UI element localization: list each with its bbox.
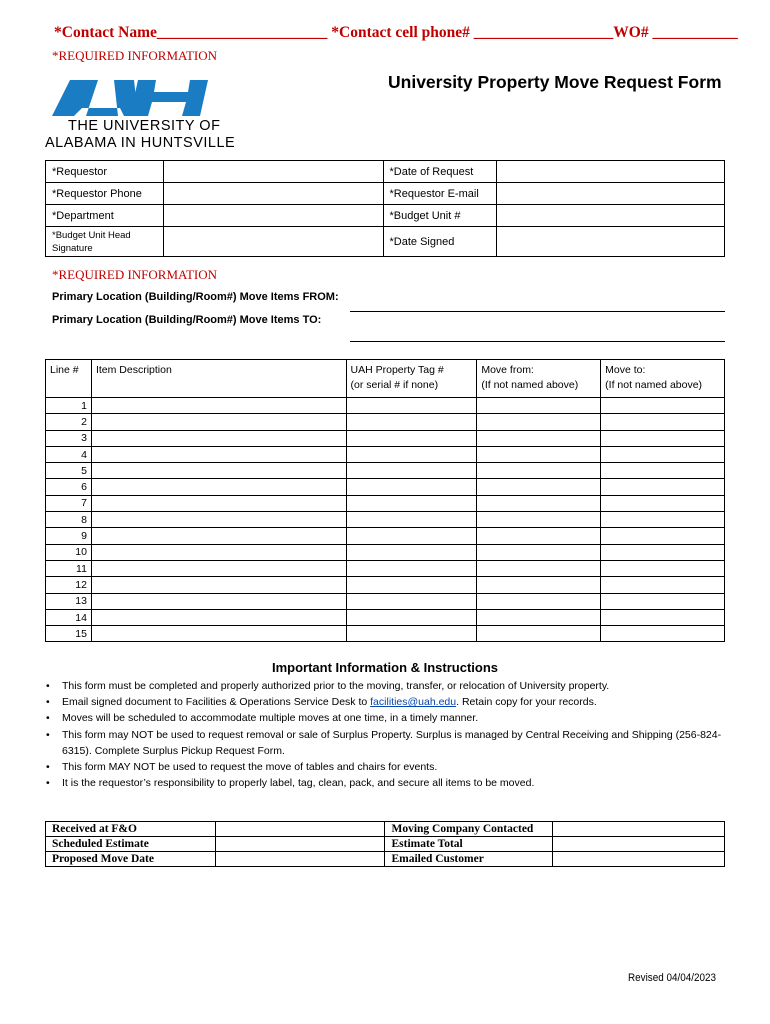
item-row [46, 479, 725, 495]
property-tag-cell[interactable] [346, 414, 477, 430]
proposed-move-date-field[interactable] [215, 852, 385, 867]
date-signed-label: *Date Signed [383, 227, 497, 257]
move-from-cell[interactable] [477, 544, 601, 560]
item-row [46, 512, 725, 528]
budget-unit-field[interactable] [497, 205, 725, 227]
logo-text-line2: ALABAMA IN HUNTSVILLE [45, 135, 236, 151]
move-to-cell[interactable] [601, 609, 725, 625]
line-number: 7 [46, 495, 92, 511]
move-to-cell[interactable] [601, 479, 725, 495]
line-number: 6 [46, 479, 92, 495]
move-to-cell[interactable] [601, 430, 725, 446]
move-from-cell[interactable] [477, 446, 601, 462]
item-row [46, 430, 725, 446]
move-from-cell[interactable] [477, 609, 601, 625]
requestor-phone-label: *Requestor Phone [46, 183, 164, 205]
line-number: 15 [46, 626, 92, 642]
col-from-header: Move from: (If not named above) [477, 360, 601, 398]
scheduled-estimate-label: Scheduled Estimate [46, 837, 216, 852]
required-info-label: *REQUIRED INFORMATION [52, 48, 218, 63]
move-to-cell[interactable] [601, 528, 725, 544]
received-label: Received at F&O [46, 822, 216, 837]
property-tag-cell[interactable] [346, 609, 477, 625]
date-of-request-label: *Date of Request [383, 161, 497, 183]
item-description-cell[interactable] [91, 609, 346, 625]
item-description-cell[interactable] [91, 446, 346, 462]
move-from-cell[interactable] [477, 495, 601, 511]
logo-text-line1: THE UNIVERSITY OF [68, 118, 221, 134]
item-description-cell[interactable] [91, 560, 346, 576]
property-tag-cell[interactable] [346, 479, 477, 495]
col-desc-header: Item Description [91, 360, 346, 398]
contact-line[interactable]: *Contact Name______________________ *Contact cell phone# __________________WO# ___________ [54, 24, 738, 41]
move-to-cell[interactable] [601, 544, 725, 560]
line-number: 4 [46, 446, 92, 462]
item-row [46, 544, 725, 560]
item-row [46, 626, 725, 642]
estimate-total-label: Estimate Total [385, 837, 553, 852]
location-from-line[interactable] [350, 311, 725, 312]
budget-head-signature-field[interactable] [163, 227, 383, 257]
move-to-cell[interactable] [601, 446, 725, 462]
emailed-customer-label: Emailed Customer [385, 852, 553, 867]
instructions-title: Important Information & Instructions [271, 660, 499, 675]
item-row [46, 593, 725, 609]
item-row [46, 414, 725, 430]
move-from-cell[interactable] [477, 414, 601, 430]
email-link[interactable]: facilities@uah.edu [370, 696, 457, 709]
move-to-cell[interactable] [601, 398, 725, 414]
item-row [46, 398, 725, 414]
move-from-cell[interactable] [477, 528, 601, 544]
item-description-cell[interactable] [91, 495, 346, 511]
requestor-email-label: *Requestor E-mail [383, 183, 497, 205]
requestor-label: *Requestor [46, 161, 164, 183]
move-from-cell[interactable] [477, 593, 601, 609]
property-tag-cell[interactable] [346, 577, 477, 593]
line-number: 14 [46, 609, 92, 625]
item-description-cell[interactable] [91, 512, 346, 528]
instructions-list [44, 678, 734, 791]
budget-unit-label: *Budget Unit # [383, 205, 497, 227]
item-row [46, 495, 725, 511]
property-tag-cell[interactable] [346, 512, 477, 528]
line-number: 11 [46, 560, 92, 576]
line-number: 1 [46, 398, 92, 414]
property-tag-cell[interactable] [346, 560, 477, 576]
property-tag-cell[interactable] [346, 593, 477, 609]
department-label: *Department [46, 205, 164, 227]
move-from-cell[interactable] [477, 463, 601, 479]
location-to-line[interactable] [350, 341, 725, 342]
location-to-label: Primary Location (Building/Room#) Move Items TO: [52, 314, 322, 326]
instruction-item: • It is the requestor’s responsibility to properly label, tag, clean, pack, and secure all items to be moved. [44, 775, 734, 791]
property-tag-cell[interactable] [346, 495, 477, 511]
moving-company-field[interactable] [553, 822, 725, 837]
line-number: 13 [46, 593, 92, 609]
item-row [46, 577, 725, 593]
item-description-cell[interactable] [91, 479, 346, 495]
item-description-cell[interactable] [91, 528, 346, 544]
move-to-cell[interactable] [601, 414, 725, 430]
requestor-phone-field[interactable] [163, 183, 383, 205]
move-to-cell[interactable] [601, 463, 725, 479]
line-number: 9 [46, 528, 92, 544]
move-from-cell[interactable] [477, 560, 601, 576]
move-to-cell[interactable] [601, 495, 725, 511]
move-from-cell[interactable] [477, 398, 601, 414]
office-use-table [45, 821, 725, 867]
property-tag-cell[interactable] [346, 528, 477, 544]
property-tag-cell[interactable] [346, 430, 477, 446]
item-description-cell[interactable] [91, 414, 346, 430]
location-from-label: Primary Location (Building/Room#) Move Items FROM: [52, 291, 339, 303]
requestor-email-field[interactable] [497, 183, 725, 205]
requestor-table [45, 160, 725, 257]
line-number: 10 [46, 544, 92, 560]
requestor-field[interactable] [163, 161, 383, 183]
estimate-total-field[interactable] [553, 837, 725, 852]
moving-company-label: Moving Company Contacted [385, 822, 553, 837]
item-row [46, 528, 725, 544]
date-of-request-field[interactable] [497, 161, 725, 183]
move-from-cell[interactable] [477, 479, 601, 495]
date-signed-field[interactable] [497, 227, 725, 257]
col-tag-header: UAH Property Tag # (or serial # if none) [346, 360, 477, 398]
form-title: University Property Move Request Form [388, 72, 722, 92]
col-to-header: Move to: (If not named above) [601, 360, 725, 398]
line-number: 2 [46, 414, 92, 430]
instruction-item: • Moves will be scheduled to accommodate multiple moves at one time, in a timely manner. [44, 710, 734, 726]
col-line-header: Line # [46, 360, 92, 398]
instruction-item: • Email signed document to Facilities & Operations Service Desk to facilities@uah.edu. Retain copy for your records. [44, 694, 734, 710]
property-tag-cell[interactable] [346, 398, 477, 414]
instruction-item: • This form may NOT be used to request removal or sale of Surplus Property. Surplus is managed by Central Receiving and Shipping (256-824-6315). Complete Surplus Pickup Request Form. [44, 727, 734, 759]
scheduled-estimate-field[interactable] [215, 837, 385, 852]
item-row [46, 609, 725, 625]
department-field[interactable] [163, 205, 383, 227]
property-tag-cell[interactable] [346, 446, 477, 462]
item-description-cell[interactable] [91, 593, 346, 609]
instruction-item: • This form MAY NOT be used to request the move of tables and chairs for events. [44, 759, 734, 775]
budget-head-signature-label: *Budget Unit Head Signature [46, 227, 164, 257]
move-to-cell[interactable] [601, 577, 725, 593]
received-field[interactable] [215, 822, 385, 837]
item-row [46, 463, 725, 479]
move-to-cell[interactable] [601, 512, 725, 528]
move-to-cell[interactable] [601, 626, 725, 642]
item-row [46, 446, 725, 462]
emailed-customer-field[interactable] [553, 852, 725, 867]
item-row [46, 560, 725, 576]
line-number: 12 [46, 577, 92, 593]
move-to-cell[interactable] [601, 593, 725, 609]
move-from-cell[interactable] [477, 430, 601, 446]
line-number: 5 [46, 463, 92, 479]
item-description-cell[interactable] [91, 430, 346, 446]
move-from-cell[interactable] [477, 577, 601, 593]
line-number: 8 [46, 512, 92, 528]
revised-date: Revised 04/04/2023 [628, 972, 717, 984]
items-table [45, 359, 725, 642]
line-number: 3 [46, 430, 92, 446]
required-info-label-2: *REQUIRED INFORMATION [52, 267, 218, 282]
item-description-cell[interactable] [91, 398, 346, 414]
item-description-cell[interactable] [91, 577, 346, 593]
item-description-cell[interactable] [91, 463, 346, 479]
instruction-item: • This form must be completed and properly authorized prior to the moving, transfer, or relocation of University property. [44, 678, 734, 694]
move-from-cell[interactable] [477, 626, 601, 642]
property-tag-cell[interactable] [346, 544, 477, 560]
item-description-cell[interactable] [91, 626, 346, 642]
proposed-move-date-label: Proposed Move Date [46, 852, 216, 867]
move-to-cell[interactable] [601, 560, 725, 576]
property-tag-cell[interactable] [346, 626, 477, 642]
move-from-cell[interactable] [477, 512, 601, 528]
item-description-cell[interactable] [91, 544, 346, 560]
property-tag-cell[interactable] [346, 463, 477, 479]
